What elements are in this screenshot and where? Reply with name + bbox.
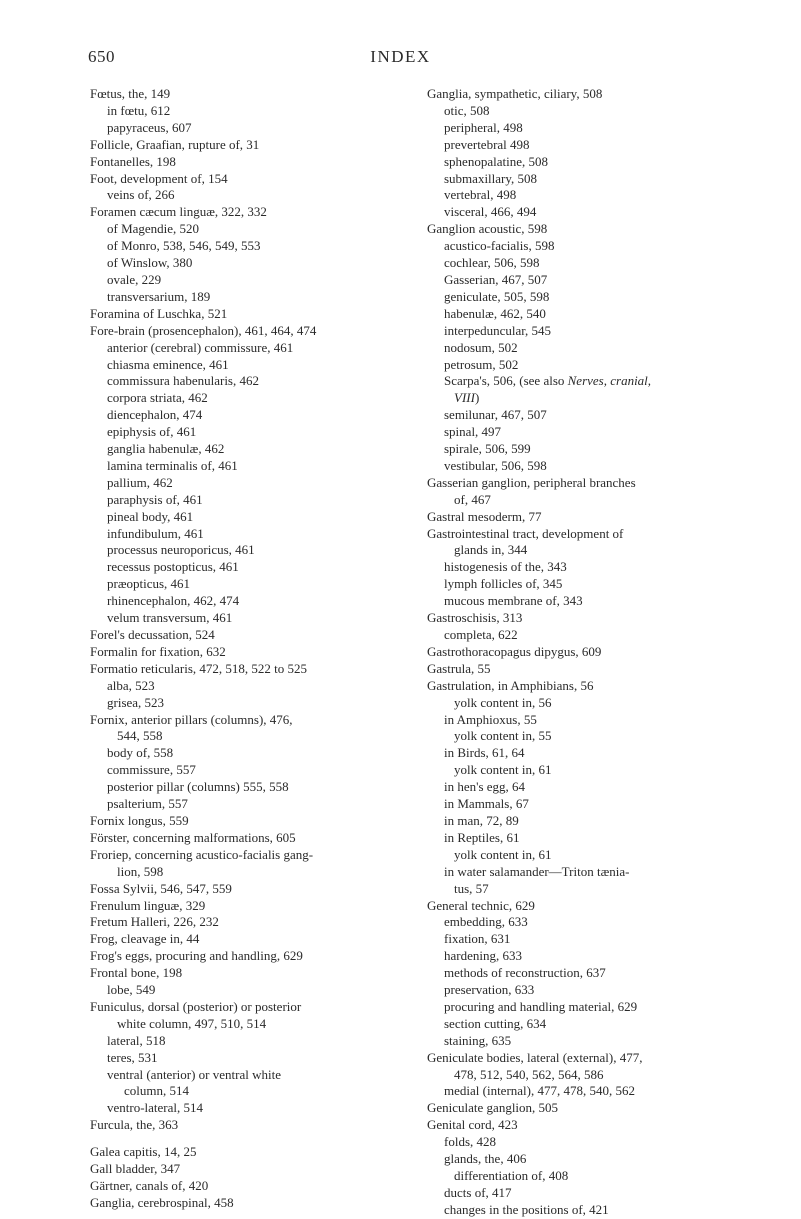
index-entry: recessus postopticus, 461 — [107, 559, 239, 575]
index-entry: Formalin for fixation, 632 — [90, 643, 226, 659]
index-entry: fixation, 631 — [444, 931, 511, 947]
index-entry: Foot, development of, 154 — [90, 170, 228, 186]
index-entry: Ganglion acoustic, 598 — [427, 221, 548, 237]
index-entry: in Mammals, 67 — [444, 796, 529, 812]
index-entry: spinal, 497 — [444, 424, 502, 440]
index-entry: Geniculate ganglion, 505 — [427, 1100, 559, 1116]
index-entry: veins of, 266 — [107, 187, 175, 203]
index-entry: Gall bladder, 347 — [90, 1161, 181, 1177]
index-entry: Fossa Sylvii, 546, 547, 559 — [90, 880, 232, 896]
index-entry: of Winslow, 380 — [107, 255, 193, 271]
index-entry: yolk content in, 56 — [454, 694, 552, 710]
index-entry: petrosum, 502 — [444, 356, 519, 372]
index-entry: embedding, 633 — [444, 914, 528, 930]
page-number: 650 — [88, 47, 115, 66]
index-entry: staining, 635 — [444, 1032, 512, 1048]
index-entry: in water salamander—Triton tænia- — [444, 863, 630, 879]
index-entry: peripheral, 498 — [444, 119, 523, 135]
index-entry: Froriep, concerning acustico-facialis gang- — [90, 846, 314, 862]
index-entry: processus neuroporicus, 461 — [107, 542, 255, 558]
index-entry: Gärtner, canals of, 420 — [90, 1178, 209, 1193]
index-entry: yolk content in, 61 — [454, 762, 552, 778]
index-entry: of Magendie, 520 — [107, 221, 200, 237]
index-entry: posterior pillar (columns) 555, 558 — [107, 779, 289, 795]
index-entry: changes in the positions of, 421 — [444, 1201, 609, 1217]
index-entry: ventral (anterior) or ventral white — [107, 1066, 281, 1082]
index-entry: cochlear, 506, 598 — [444, 255, 540, 271]
index-column-right — [427, 86, 762, 1219]
index-entry: anterior (cerebral) commissure, 461 — [107, 339, 294, 355]
index-entry: Galea capitis, 14, 25 — [90, 1144, 197, 1160]
index-entry: infundibulum, 461 — [107, 525, 204, 541]
index-entry: Gastral mesoderm, 77 — [427, 508, 542, 524]
index-entry: Fontanelles, 198 — [90, 153, 176, 169]
index-entry: Ganglia, sympathetic, ciliary, 508 — [427, 86, 603, 101]
index-entry: Foramen cæcum linguæ, 322, 332 — [90, 204, 267, 220]
index-entry: medial (internal), 477, 478, 540, 562 — [444, 1083, 635, 1099]
index-entry: Fornix longus, 559 — [90, 812, 189, 828]
index-entry: preservation, 633 — [444, 982, 535, 998]
index-entry: lymph follicles of, 345 — [444, 576, 563, 592]
index-entry: Scarpa's, 506, (see also Nerves, cranial, — [444, 373, 652, 389]
index-entry: epiphysis of, 461 — [107, 424, 197, 440]
index-entry: semilunar, 467, 507 — [444, 407, 547, 423]
index-entry: ventro-lateral, 514 — [107, 1100, 204, 1116]
index-entry: Gastrointestinal tract, development of — [427, 525, 624, 541]
index-entry: visceral, 466, 494 — [444, 204, 537, 220]
index-entry: Förster, concerning malformations, 605 — [90, 829, 296, 845]
index-entry: Formatio reticularis, 472, 518, 522 to 525 — [90, 660, 308, 676]
index-entry: Follicle, Graafian, rupture of, 31 — [90, 136, 260, 152]
index-entry: differentiation of, 408 — [454, 1168, 569, 1183]
index-entry: commissure, 557 — [107, 762, 196, 778]
index-entry: glands in, 344 — [454, 542, 528, 558]
index-entry: folds, 428 — [444, 1134, 496, 1150]
index-entry: acustico-facialis, 598 — [444, 238, 555, 254]
index-entry: Geniculate bodies, lateral (external), 477, — [427, 1049, 643, 1065]
index-entry: of, 467 — [454, 491, 491, 507]
index-entry: lamina terminalis of, 461 — [107, 457, 238, 473]
index-entry: Gastroschisis, 313 — [427, 610, 523, 626]
index-entry: section cutting, 634 — [444, 1015, 547, 1031]
index-entry: 544, 558 — [117, 728, 163, 744]
index-entry: Fœtus, the, 149 — [90, 86, 171, 101]
index-entry: Frontal bone, 198 — [90, 965, 183, 981]
index-entry: Gastrothoracopagus dipygus, 609 — [427, 643, 602, 659]
index-entry: column, 514 — [124, 1083, 189, 1099]
index-entry: Frenulum linguæ, 329 — [90, 897, 206, 913]
index-entry: interpeduncular, 545 — [444, 322, 552, 338]
index-entry: yolk content in, 55 — [454, 728, 552, 744]
index-entry: lion, 598 — [117, 863, 164, 879]
index-entry: 478, 512, 540, 562, 564, 586 — [454, 1066, 604, 1082]
index-entry: VIII) — [454, 390, 480, 406]
index-entry: corpora striata, 462 — [107, 390, 208, 406]
index-entry: vertebral, 498 — [444, 187, 517, 203]
index-entry: præopticus, 461 — [107, 576, 191, 592]
index-entry: in Amphioxus, 55 — [444, 711, 537, 727]
index-entry: procuring and handling material, 629 — [444, 998, 638, 1014]
index-entry: Frog's eggs, procuring and handling, 629 — [90, 948, 303, 964]
index-entry: of Monro, 538, 546, 549, 553 — [107, 238, 261, 254]
index-entry: ganglia habenulæ, 462 — [107, 441, 225, 457]
index-entry: vestibular, 506, 598 — [444, 457, 547, 473]
index-entry: in man, 72, 89 — [444, 812, 519, 828]
index-entry: alba, 523 — [107, 677, 155, 693]
index-entry: submaxillary, 508 — [444, 170, 538, 186]
index-entry: papyraceus, 607 — [107, 119, 192, 135]
index-entry: psalterium, 557 — [107, 796, 188, 812]
index-entry: in Birds, 61, 64 — [444, 745, 525, 761]
index-entry: teres, 531 — [107, 1049, 158, 1065]
index-entry: nodosum, 502 — [444, 339, 518, 355]
index-entry: hardening, 633 — [444, 948, 522, 964]
index-entry: completa, 622 — [444, 627, 518, 642]
index-entry: prevertebral 498 — [444, 136, 530, 152]
index-entry: otic, 508 — [444, 102, 490, 118]
index-entry: General technic, 629 — [427, 897, 535, 913]
index-entry: rhinencephalon, 462, 474 — [107, 593, 240, 609]
index-entry: chiasma eminence, 461 — [107, 356, 229, 372]
index-entry: glands, the, 406 — [444, 1151, 527, 1167]
index-entry: white column, 497, 510, 514 — [117, 1015, 267, 1031]
index-entry: Gasserian, 467, 507 — [444, 271, 548, 287]
index-entry: lobe, 549 — [107, 982, 156, 998]
index-entry: Forel's decussation, 524 — [90, 627, 215, 642]
index-entry: Genital cord, 423 — [427, 1117, 518, 1133]
index-entry: mucous membrane of, 343 — [444, 593, 583, 609]
index-entry: Gastrulation, in Amphibians, 56 — [427, 677, 594, 693]
index-column-left — [90, 86, 420, 1212]
index-entry: ovale, 229 — [107, 271, 162, 287]
index-entry: Funiculus, dorsal (posterior) or posterior — [90, 998, 302, 1014]
index-entry: grisea, 523 — [107, 694, 165, 710]
index-entry: lateral, 518 — [107, 1032, 166, 1048]
index-entry: paraphysis of, 461 — [107, 491, 203, 507]
index-entry: habenulæ, 462, 540 — [444, 305, 546, 321]
index-entry: diencephalon, 474 — [107, 407, 203, 423]
page-header — [0, 47, 801, 71]
index-entry: Fore-brain (prosencephalon), 461, 464, 474 — [90, 322, 317, 338]
page-title: INDEX — [370, 47, 431, 66]
index-entry: body of, 558 — [107, 745, 174, 761]
index-entry: in Reptiles, 61 — [444, 829, 520, 845]
index-entry: Gasserian ganglion, peripheral branches — [427, 474, 636, 490]
index-entry: tus, 57 — [454, 880, 489, 896]
index-entry: pallium, 462 — [107, 474, 173, 490]
index-entry: yolk content in, 61 — [454, 846, 552, 862]
index-entry: Furcula, the, 363 — [90, 1117, 179, 1133]
index-entry: spirale, 506, 599 — [444, 441, 531, 457]
index-entry: Fornix, anterior pillars (columns), 476, — [90, 711, 293, 727]
index-entry: geniculate, 505, 598 — [444, 288, 550, 304]
index-entry: sphenopalatine, 508 — [444, 153, 548, 169]
index-entry: ducts of, 417 — [444, 1184, 512, 1200]
index-entry: Frog, cleavage in, 44 — [90, 931, 200, 947]
index-entry: in fœtu, 612 — [107, 102, 171, 118]
index-entry: pineal body, 461 — [107, 508, 194, 524]
index-entry: velum transversum, 461 — [107, 610, 233, 626]
index-entry: transversarium, 189 — [107, 288, 211, 304]
index-entry: Foramina of Luschka, 521 — [90, 305, 228, 321]
index-entry: Ganglia, cerebrospinal, 458 — [90, 1194, 234, 1210]
index-entry: histogenesis of the, 343 — [444, 559, 567, 575]
index-entry: in hen's egg, 64 — [444, 779, 526, 795]
index-entry: commissura habenularis, 462 — [107, 373, 259, 389]
index-entry: Fretum Halleri, 226, 232 — [90, 914, 219, 930]
index-entry: methods of reconstruction, 637 — [444, 965, 606, 981]
index-entry: Gastrula, 55 — [427, 660, 491, 676]
section-gap — [90, 1134, 420, 1144]
